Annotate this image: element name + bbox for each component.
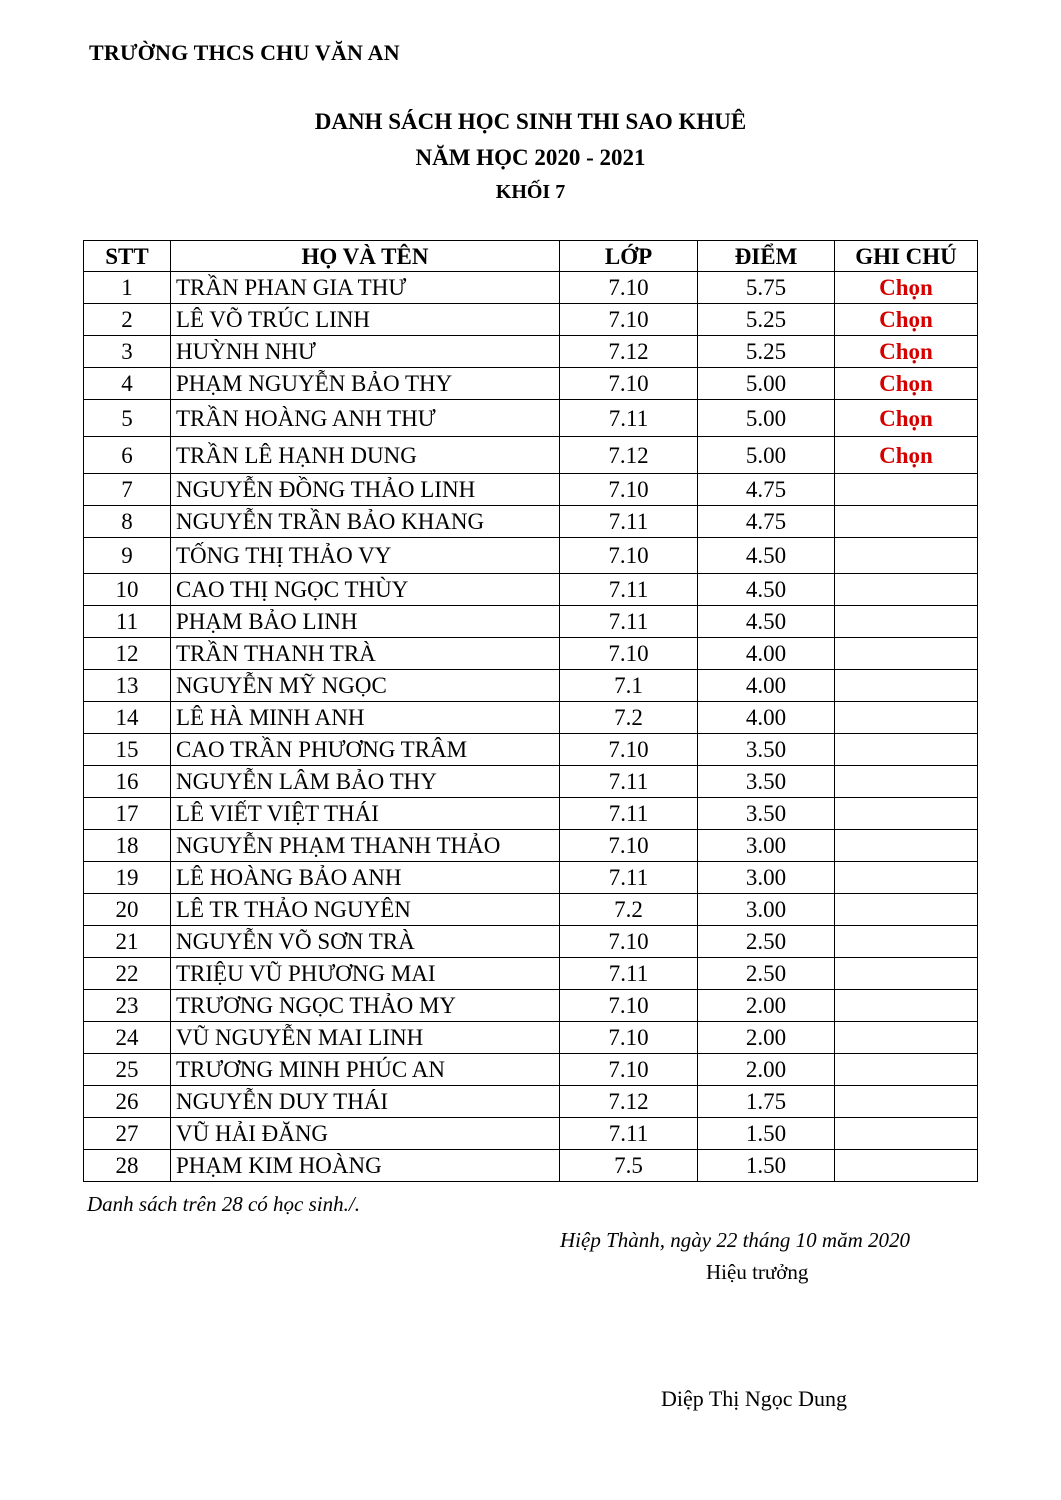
row-class: 7.11	[560, 400, 698, 437]
row-note: Chọn	[835, 272, 978, 304]
table-row	[84, 304, 978, 336]
row-student-name: CAO THỊ NGỌC THÙY	[171, 574, 560, 606]
row-stt: 10	[84, 574, 171, 606]
row-class: 7.11	[560, 606, 698, 638]
row-stt: 16	[84, 766, 171, 798]
row-note	[835, 830, 978, 862]
row-class: 7.10	[560, 638, 698, 670]
row-score: 1.75	[698, 1086, 835, 1118]
row-class: 7.10	[560, 272, 698, 304]
row-stt: 7	[84, 474, 171, 506]
row-note	[835, 506, 978, 538]
row-class: 7.12	[560, 1086, 698, 1118]
row-class: 7.2	[560, 702, 698, 734]
row-score: 5.75	[698, 272, 835, 304]
row-class: 7.11	[560, 574, 698, 606]
row-stt: 3	[84, 336, 171, 368]
row-student-name: NGUYỄN LÂM BẢO THY	[171, 766, 560, 798]
table-row	[84, 1086, 978, 1118]
row-note	[835, 574, 978, 606]
row-note: Chọn	[835, 304, 978, 336]
student-list-table	[83, 240, 978, 1182]
row-note	[835, 1054, 978, 1086]
table-row	[84, 474, 978, 506]
table-row	[84, 766, 978, 798]
list-summary: Danh sách trên 28 có học sinh./.	[87, 1192, 360, 1216]
row-student-name: CAO TRẦN PHƯƠNG TRÂM	[171, 734, 560, 766]
row-student-name: NGUYỄN VÕ SƠN TRÀ	[171, 926, 560, 958]
row-score: 1.50	[698, 1118, 835, 1150]
row-score: 3.00	[698, 830, 835, 862]
column-header-name: HỌ VÀ TÊN	[171, 241, 560, 272]
row-student-name: LÊ TR THẢO NGUYÊN	[171, 894, 560, 926]
signer-role: Hiệu trưởng	[706, 1260, 809, 1284]
table-row	[84, 894, 978, 926]
row-student-name: LÊ VIẾT VIỆT THÁI	[171, 798, 560, 830]
row-score: 2.50	[698, 958, 835, 990]
row-student-name: TỐNG THỊ THẢO VY	[171, 538, 560, 574]
row-stt: 26	[84, 1086, 171, 1118]
row-score: 3.50	[698, 766, 835, 798]
row-score: 2.00	[698, 990, 835, 1022]
row-stt: 1	[84, 272, 171, 304]
row-stt: 27	[84, 1118, 171, 1150]
column-header-class: LỚP	[560, 241, 698, 272]
row-note	[835, 1150, 978, 1182]
row-stt: 5	[84, 400, 171, 437]
table-row	[84, 638, 978, 670]
row-student-name: PHẠM KIM HOÀNG	[171, 1150, 560, 1182]
row-score: 2.00	[698, 1054, 835, 1086]
row-stt: 28	[84, 1150, 171, 1182]
row-score: 5.00	[698, 368, 835, 400]
row-class: 7.10	[560, 1054, 698, 1086]
row-note	[835, 702, 978, 734]
table-row	[84, 670, 978, 702]
row-student-name: TRẦN HOÀNG ANH THƯ	[171, 400, 560, 437]
row-score: 4.00	[698, 702, 835, 734]
table-body	[84, 272, 978, 1182]
row-class: 7.1	[560, 670, 698, 702]
table-header-row	[84, 241, 978, 272]
row-note	[835, 766, 978, 798]
row-student-name: HUỲNH NHƯ	[171, 336, 560, 368]
row-stt: 21	[84, 926, 171, 958]
signer-name: Diệp Thị Ngọc Dung	[661, 1386, 847, 1411]
row-student-name: NGUYỄN PHẠM THANH THẢO	[171, 830, 560, 862]
school-year: NĂM HỌC 2020 - 2021	[415, 145, 646, 170]
row-class: 7.11	[560, 862, 698, 894]
row-score: 3.00	[698, 894, 835, 926]
table-row	[84, 958, 978, 990]
row-score: 5.00	[698, 437, 835, 474]
row-note	[835, 734, 978, 766]
row-student-name: NGUYỄN TRẦN BẢO KHANG	[171, 506, 560, 538]
table-row	[84, 926, 978, 958]
row-stt: 13	[84, 670, 171, 702]
row-class: 7.11	[560, 1118, 698, 1150]
table-row	[84, 400, 978, 437]
row-score: 5.25	[698, 304, 835, 336]
column-header-stt: STT	[84, 241, 171, 272]
row-score: 4.00	[698, 670, 835, 702]
row-score: 3.00	[698, 862, 835, 894]
row-class: 7.10	[560, 368, 698, 400]
row-student-name: NGUYỄN ĐỒNG THẢO LINH	[171, 474, 560, 506]
table-row	[84, 1054, 978, 1086]
row-score: 4.50	[698, 606, 835, 638]
row-student-name: PHẠM BẢO LINH	[171, 606, 560, 638]
row-stt: 15	[84, 734, 171, 766]
row-stt: 2	[84, 304, 171, 336]
row-stt: 17	[84, 798, 171, 830]
table-row	[84, 437, 978, 474]
row-score: 5.00	[698, 400, 835, 437]
row-class: 7.10	[560, 830, 698, 862]
row-student-name: TRẦN PHAN GIA THƯ	[171, 272, 560, 304]
row-note: Chọn	[835, 400, 978, 437]
row-note	[835, 1118, 978, 1150]
row-note: Chọn	[835, 336, 978, 368]
row-student-name: TRƯƠNG NGỌC THẢO MY	[171, 990, 560, 1022]
row-class: 7.2	[560, 894, 698, 926]
row-note	[835, 990, 978, 1022]
table-row	[84, 1150, 978, 1182]
row-stt: 9	[84, 538, 171, 574]
table-row	[84, 538, 978, 574]
row-class: 7.11	[560, 766, 698, 798]
row-note	[835, 638, 978, 670]
table-row	[84, 574, 978, 606]
row-score: 3.50	[698, 734, 835, 766]
table-row	[84, 1118, 978, 1150]
grade-level: KHỐI 7	[495, 181, 566, 203]
row-score: 4.50	[698, 574, 835, 606]
row-class: 7.10	[560, 734, 698, 766]
row-score: 2.50	[698, 926, 835, 958]
row-stt: 22	[84, 958, 171, 990]
row-stt: 23	[84, 990, 171, 1022]
table-row	[84, 862, 978, 894]
school-name: TRƯỜNG THCS CHU VĂN AN	[89, 40, 400, 65]
row-note	[835, 606, 978, 638]
row-score: 4.75	[698, 506, 835, 538]
row-student-name: LÊ HOÀNG BẢO ANH	[171, 862, 560, 894]
row-class: 7.10	[560, 926, 698, 958]
row-student-name: TRƯƠNG MINH PHÚC AN	[171, 1054, 560, 1086]
table-row	[84, 606, 978, 638]
row-note	[835, 958, 978, 990]
row-note: Chọn	[835, 437, 978, 474]
row-class: 7.10	[560, 304, 698, 336]
row-note	[835, 798, 978, 830]
row-class: 7.10	[560, 990, 698, 1022]
table-row	[84, 272, 978, 304]
row-student-name: PHẠM NGUYỄN BẢO THY	[171, 368, 560, 400]
row-class: 7.11	[560, 958, 698, 990]
table-row	[84, 734, 978, 766]
row-class: 7.10	[560, 1022, 698, 1054]
row-class: 7.12	[560, 437, 698, 474]
row-student-name: NGUYỄN MỸ NGỌC	[171, 670, 560, 702]
row-stt: 11	[84, 606, 171, 638]
row-stt: 19	[84, 862, 171, 894]
column-header-note: GHI CHÚ	[835, 241, 978, 272]
row-stt: 6	[84, 437, 171, 474]
row-stt: 12	[84, 638, 171, 670]
table-row	[84, 830, 978, 862]
table-row	[84, 702, 978, 734]
row-class: 7.10	[560, 474, 698, 506]
row-stt: 20	[84, 894, 171, 926]
row-note	[835, 474, 978, 506]
table-row	[84, 336, 978, 368]
row-stt: 24	[84, 1022, 171, 1054]
row-stt: 18	[84, 830, 171, 862]
row-student-name: VŨ NGUYỄN MAI LINH	[171, 1022, 560, 1054]
row-note	[835, 862, 978, 894]
row-score: 3.50	[698, 798, 835, 830]
row-score: 4.00	[698, 638, 835, 670]
row-stt: 4	[84, 368, 171, 400]
row-student-name: TRIỆU VŨ PHƯƠNG MAI	[171, 958, 560, 990]
row-score: 2.00	[698, 1022, 835, 1054]
document-title: DANH SÁCH HỌC SINH THI SAO KHUÊ	[314, 109, 747, 134]
table-row	[84, 368, 978, 400]
place-date: Hiệp Thành, ngày 22 tháng 10 măm 2020	[560, 1228, 910, 1252]
row-student-name: LÊ HÀ MINH ANH	[171, 702, 560, 734]
row-note	[835, 926, 978, 958]
row-note	[835, 1022, 978, 1054]
row-note	[835, 1086, 978, 1118]
row-note	[835, 538, 978, 574]
row-student-name: TRẦN LÊ HẠNH DUNG	[171, 437, 560, 474]
row-stt: 14	[84, 702, 171, 734]
row-score: 4.75	[698, 474, 835, 506]
row-class: 7.11	[560, 506, 698, 538]
row-score: 5.25	[698, 336, 835, 368]
row-note	[835, 894, 978, 926]
row-stt: 8	[84, 506, 171, 538]
table-row	[84, 990, 978, 1022]
row-class: 7.11	[560, 798, 698, 830]
row-note: Chọn	[835, 368, 978, 400]
table-row	[84, 506, 978, 538]
row-class: 7.10	[560, 538, 698, 574]
row-student-name: VŨ HẢI ĐĂNG	[171, 1118, 560, 1150]
table-row	[84, 1022, 978, 1054]
column-header-score: ĐIỂM	[698, 241, 835, 272]
row-class: 7.5	[560, 1150, 698, 1182]
row-student-name: LÊ VÕ TRÚC LINH	[171, 304, 560, 336]
row-class: 7.12	[560, 336, 698, 368]
row-student-name: TRẦN THANH TRÀ	[171, 638, 560, 670]
table-row	[84, 798, 978, 830]
row-score: 1.50	[698, 1150, 835, 1182]
row-note	[835, 670, 978, 702]
row-student-name: NGUYỄN DUY THÁI	[171, 1086, 560, 1118]
row-stt: 25	[84, 1054, 171, 1086]
row-score: 4.50	[698, 538, 835, 574]
